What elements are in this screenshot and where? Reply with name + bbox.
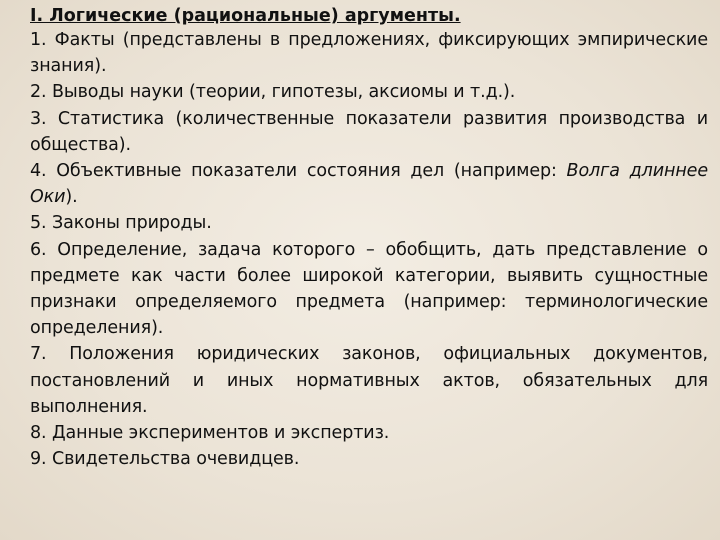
list-item-9: 9. Свидетельства очевидцев.	[30, 449, 300, 470]
list-item-3: 3. Статистика (количественные показатели развития производства и общества).	[30, 108, 708, 155]
example-italic: Волга длиннее Оки	[30, 161, 708, 208]
list-item-4-text: 4. Объективные показатели состояния дел (например:	[30, 161, 567, 182]
list-item-4	[30, 158, 708, 210]
list-item-7: 7. Положения юридических законов, официальных документов, постановлений и иных нормативных актов, обязательных для выполнения.	[30, 344, 708, 417]
arguments-list	[30, 27, 708, 472]
list-item-8: 8. Данные экспериментов и экспертиз.	[30, 423, 390, 444]
list-item-6: 6. Определение, задача которого – обобщить, дать представление о предмете как части более широкой категории, выявить сущностные признаки определяемого предмета (например: терминологические определения).	[30, 239, 708, 339]
slide-title: I. Логические (рациональные) аргументы.	[30, 6, 461, 26]
list-item-5: 5. Законы природы.	[30, 213, 212, 234]
list-item-2: 2. Выводы науки (теории, гипотезы, аксиомы и т.д.).	[30, 82, 516, 103]
list-item-4-close: ).	[65, 187, 78, 208]
list-item-1: 1. Факты (представлены в предложениях, фиксирующих эмпирические знания).	[30, 30, 708, 77]
